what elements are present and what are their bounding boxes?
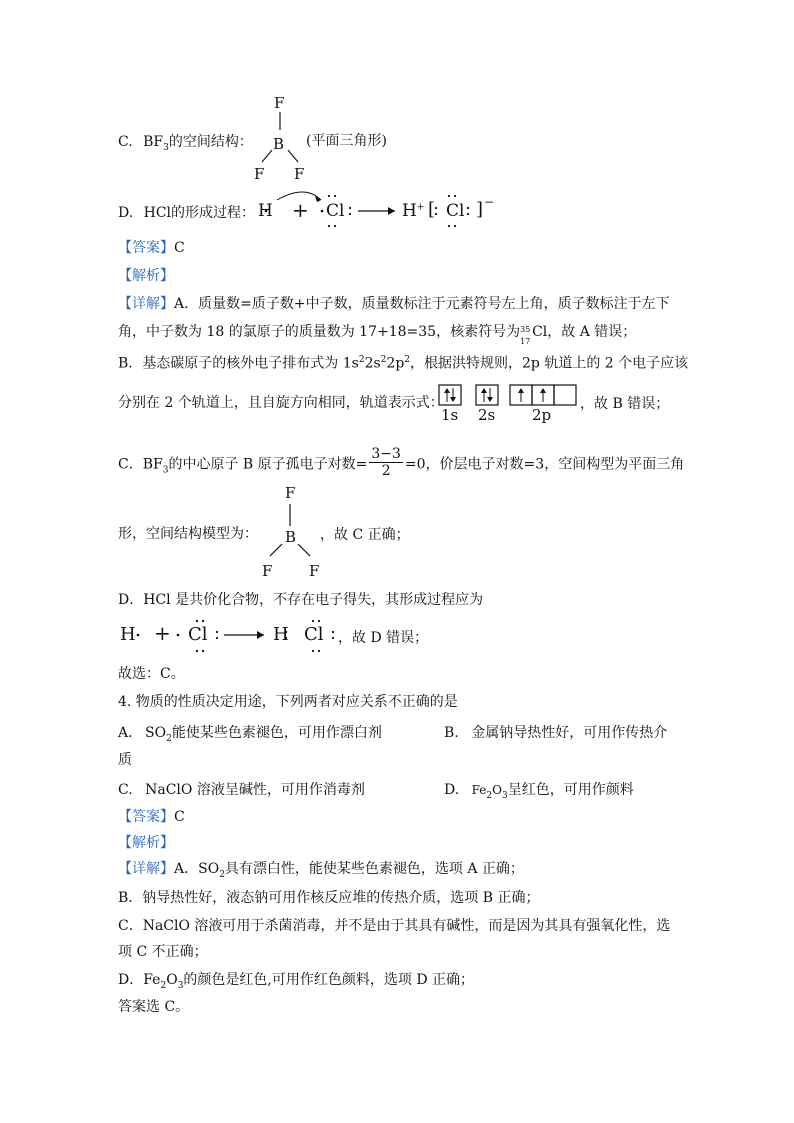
q4-option-a bbox=[118, 722, 382, 744]
detail-text: A．SO bbox=[174, 861, 220, 877]
answer-value: C bbox=[174, 809, 185, 825]
orbital-diagram bbox=[438, 383, 578, 409]
orbital-label-1s: 1s bbox=[441, 406, 459, 424]
detail-text: A．质量数=质子数+中子数，质量数标注于元素符号左上角，质子数标注于左下 bbox=[174, 296, 670, 312]
option-text: Fe bbox=[471, 783, 487, 797]
superscript: 2 bbox=[358, 355, 365, 365]
subscript: 3 bbox=[177, 980, 184, 991]
atom-b: B bbox=[273, 135, 285, 153]
detail-text: ，故 B 错误； bbox=[580, 396, 670, 412]
detail-1-d bbox=[118, 590, 483, 610]
option-label: C. bbox=[118, 782, 133, 798]
atom-f-top: F bbox=[274, 94, 285, 112]
option-label: C. bbox=[118, 134, 133, 150]
answer-tag: 【答案】 bbox=[118, 809, 174, 825]
detail-text: 具有漂白性，能使某些色素褪色，选项 A 正确； bbox=[224, 861, 524, 877]
question-stem: 4. 物质的性质决定用途，下列两者对应关系不正确的是 bbox=[118, 694, 458, 710]
orbital-label-2p: 2p bbox=[532, 406, 552, 424]
analysis-tag: 【解析】 bbox=[118, 268, 174, 284]
conclusion-1 bbox=[118, 664, 185, 684]
conclusion-text: 故选：C。 bbox=[118, 666, 185, 682]
atom-f-top: F bbox=[285, 484, 296, 502]
formula: BF bbox=[143, 134, 164, 150]
atom-h: H bbox=[258, 201, 273, 221]
option-text: 质 bbox=[118, 752, 132, 768]
option-label: A. bbox=[118, 725, 133, 741]
detail-text: 项 C 不正确； bbox=[118, 944, 208, 960]
subscript: 2 bbox=[486, 790, 493, 801]
superscript: 2 bbox=[404, 355, 411, 365]
detail-text: 角，中子数为 18 的氯原子的质量数为 17+18=35，核素符号为 bbox=[118, 324, 521, 340]
answer-tag: 【答案】 bbox=[118, 240, 174, 256]
atom-b: B bbox=[285, 528, 297, 546]
detail-1-b2 bbox=[118, 393, 444, 413]
plus-sign: + bbox=[154, 621, 171, 645]
q4-option-c bbox=[118, 779, 365, 799]
plus-sign: + bbox=[292, 198, 309, 222]
option-label: B. bbox=[444, 725, 459, 741]
detail-1-b bbox=[118, 350, 688, 374]
answer-1 bbox=[118, 238, 185, 258]
detail-1-a2 bbox=[118, 322, 637, 346]
option-text: 的空间结构： bbox=[168, 134, 253, 150]
analysis-1 bbox=[118, 266, 174, 286]
detail-2-c2 bbox=[118, 942, 208, 962]
fraction-numerator: 3−3 bbox=[371, 446, 401, 462]
detail-text: C．NaClO 溶液可用于杀菌消毒，并不是由于其具有碱性，而是因为其具有强氧化性，选 bbox=[118, 918, 671, 934]
answer-value: C bbox=[174, 240, 185, 256]
atom-f-right: F bbox=[294, 165, 305, 183]
subscript: 3 bbox=[162, 465, 169, 476]
atom-f-left: F bbox=[262, 562, 273, 580]
option-text: SO bbox=[145, 725, 167, 741]
product-h-ion: H+ bbox=[402, 201, 425, 221]
option-text: O bbox=[492, 783, 502, 797]
minus-charge: − bbox=[484, 195, 495, 209]
detail-text: O bbox=[166, 972, 178, 988]
subscript: 2 bbox=[219, 869, 225, 880]
detail-text: 形，空间结构模型为： bbox=[118, 526, 258, 542]
atom-h: H bbox=[273, 624, 289, 645]
option-text: NaClO 溶液呈碱性，可用作消毒剂 bbox=[145, 782, 365, 798]
atom-cl: Cl bbox=[188, 624, 208, 645]
detail-text: 的颜色是红色,可用作红色颜料，选项 D 正确； bbox=[183, 972, 474, 988]
option-label: D. bbox=[118, 205, 134, 221]
detail-text: D．HCl 是共价化合物，不存在电子得失，其形成过程应为 bbox=[118, 592, 484, 608]
detail-text: 的中心原子 B 原子孤电子对数= bbox=[168, 456, 368, 473]
product-cl-ion: Cl bbox=[446, 201, 465, 221]
option-label: D. bbox=[444, 782, 460, 798]
formula: HCl bbox=[143, 205, 172, 221]
detail-2-b bbox=[118, 888, 539, 908]
superscript: 2 bbox=[380, 355, 387, 365]
fraction bbox=[369, 446, 403, 479]
detail-2-d bbox=[118, 970, 474, 996]
bracket-left: [ bbox=[428, 199, 436, 220]
detail-tag: 【详解】 bbox=[118, 296, 174, 312]
analysis-tag: 【解析】 bbox=[118, 835, 174, 851]
detail-1-a bbox=[118, 294, 670, 314]
atom-f-right: F bbox=[309, 562, 320, 580]
question-4-stem bbox=[118, 692, 458, 712]
atom-cl: Cl bbox=[326, 201, 345, 221]
detail-2-c1 bbox=[118, 916, 670, 936]
detail-text: 2s bbox=[364, 355, 381, 372]
detail-text: B．钠导热性好，液态钠可用作核反应堆的传热介质，选项 B 正确； bbox=[118, 890, 540, 906]
detail-1-c2 bbox=[118, 524, 258, 544]
option-d-line bbox=[118, 202, 255, 222]
detail-text: ，故 D 错误； bbox=[338, 630, 429, 646]
answer-2 bbox=[118, 807, 185, 827]
atom-cl: Cl bbox=[304, 624, 324, 645]
detail-text: D．Fe bbox=[118, 972, 161, 988]
detail-text: ，故 C 正确； bbox=[320, 527, 410, 543]
shape-note: (平面三角形) bbox=[306, 133, 387, 149]
option-text: 能使某些色素褪色，可用作漂白剂 bbox=[171, 725, 382, 741]
detail-text: ，故 A 错误； bbox=[547, 324, 637, 340]
conclusion-2 bbox=[118, 997, 189, 1017]
analysis-2 bbox=[118, 833, 174, 853]
option-text: 金属钠导热性好，可用作传热介 bbox=[471, 725, 668, 741]
subscript: 3 bbox=[163, 142, 169, 153]
detail-text: =0，价层电子对数=3，空间构型为平面三角 bbox=[404, 456, 685, 473]
subscript: 2 bbox=[160, 980, 167, 991]
detail-tag: 【详解】 bbox=[118, 861, 174, 877]
atom-h: H bbox=[120, 624, 136, 645]
detail-text: 分别在 2 个轨道上，且自旋方向相同，轨道表示式： bbox=[118, 395, 444, 411]
detail-text: ，根据洪特规则，2p 轨道上的 2 个电子应该 bbox=[410, 355, 689, 372]
conclusion-text: 答案选 C。 bbox=[118, 999, 190, 1015]
detail-text: 2p bbox=[386, 355, 405, 372]
subscript: 3 bbox=[502, 790, 508, 801]
detail-1-c bbox=[118, 448, 684, 481]
mass-number: 35 bbox=[520, 325, 531, 334]
orbital-label-2s: 2s bbox=[478, 406, 496, 424]
fraction-denominator: 2 bbox=[381, 463, 391, 479]
detail-text: B．基态碳原子的核外电子排布式为 1s bbox=[118, 355, 359, 372]
detail-2-a bbox=[118, 859, 524, 885]
subscript: 2 bbox=[166, 733, 172, 744]
atomic-number: 17 bbox=[520, 337, 531, 346]
q4-option-b-cont bbox=[118, 750, 132, 770]
detail-text: C．BF bbox=[118, 456, 163, 473]
bracket-right: ] bbox=[476, 199, 484, 220]
element-symbol: Cl bbox=[532, 324, 548, 340]
option-c-line bbox=[118, 131, 253, 153]
q4-option-b bbox=[444, 722, 667, 742]
nuclide-scripts bbox=[520, 322, 532, 346]
option-text: 的形成过程： bbox=[171, 205, 256, 221]
q4-option-d bbox=[444, 779, 634, 801]
option-text: 呈红色，可用作颜料 bbox=[507, 782, 634, 798]
atom-f-left: F bbox=[254, 165, 265, 183]
